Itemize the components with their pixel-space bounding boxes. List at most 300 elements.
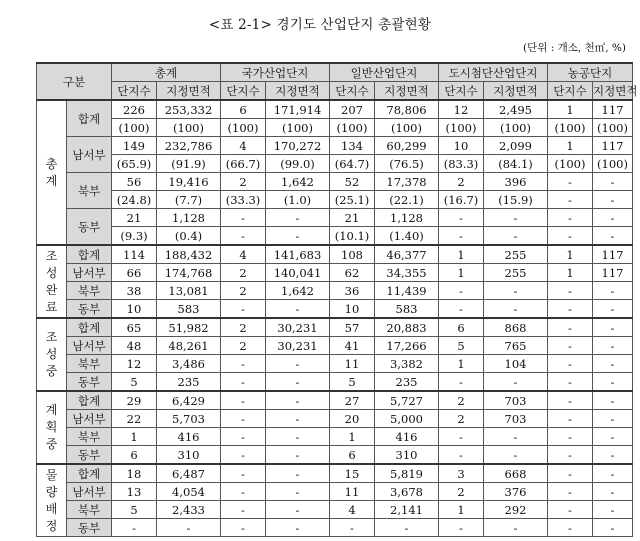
value-cell: 1,642	[266, 282, 330, 300]
region-cell: 북부	[67, 282, 112, 300]
percent-cell: -	[221, 227, 266, 246]
value-cell: -	[593, 410, 633, 428]
header-sub-count: 단지수	[330, 82, 375, 101]
value-cell: -	[593, 483, 633, 501]
value-cell: -	[548, 428, 593, 446]
value-cell: -	[221, 300, 266, 319]
value-cell: 703	[484, 391, 548, 410]
value-cell: 48	[112, 337, 157, 355]
value-cell: 12	[112, 355, 157, 373]
value-cell: 1	[548, 264, 593, 282]
value-cell: 1	[548, 137, 593, 155]
section-label	[37, 464, 67, 537]
percent-cell: (9.3)	[112, 227, 157, 246]
value-cell: 2	[221, 264, 266, 282]
value-cell: -	[221, 355, 266, 373]
value-cell: 4,054	[157, 483, 221, 501]
table-row	[37, 100, 633, 119]
value-cell: -	[548, 410, 593, 428]
section-label-char: 총	[45, 156, 58, 171]
value-cell: 170,272	[266, 137, 330, 155]
value-cell: -	[266, 410, 330, 428]
section-label	[37, 245, 67, 318]
value-cell: -	[266, 391, 330, 410]
table-row	[37, 209, 633, 227]
region-cell: 북부	[67, 173, 112, 209]
value-cell: 5	[112, 501, 157, 519]
value-cell: 1	[112, 428, 157, 446]
value-cell: -	[266, 446, 330, 465]
percent-cell: (0.4)	[157, 227, 221, 246]
value-cell: 232,786	[157, 137, 221, 155]
value-cell: 2,433	[157, 501, 221, 519]
table-title: <표 2-1> 경기도 산업단지 총괄현황	[208, 17, 432, 33]
value-cell: -	[548, 501, 593, 519]
percent-cell: (1.40)	[375, 227, 439, 246]
value-cell: -	[593, 464, 633, 483]
value-cell: 114	[112, 245, 157, 264]
value-cell: 10	[439, 137, 484, 155]
header-sub-area: 지정면적	[484, 82, 548, 101]
percent-cell: (100)	[484, 119, 548, 137]
value-cell: 207	[330, 100, 375, 119]
value-cell: 12	[439, 100, 484, 119]
region-cell: 합계	[67, 318, 112, 337]
value-cell: -	[221, 501, 266, 519]
table-row	[37, 373, 633, 392]
value-cell: 20,883	[375, 318, 439, 337]
value-cell: -	[221, 519, 266, 537]
value-cell: 66	[112, 264, 157, 282]
value-cell: -	[221, 446, 266, 465]
percent-cell: -	[266, 227, 330, 246]
percent-cell: -	[484, 227, 548, 246]
value-cell: 20	[330, 410, 375, 428]
percent-cell: (83.3)	[439, 155, 484, 173]
percent-cell: (99.0)	[266, 155, 330, 173]
value-cell: -	[266, 209, 330, 227]
region-cell: 합계	[67, 245, 112, 264]
value-cell: -	[439, 428, 484, 446]
percent-cell: (100)	[548, 119, 593, 137]
value-cell: -	[593, 300, 633, 319]
value-cell: -	[266, 501, 330, 519]
value-cell: 6	[330, 446, 375, 465]
value-cell: 3,486	[157, 355, 221, 373]
percent-cell: (100)	[330, 119, 375, 137]
header-sub-count: 단지수	[112, 82, 157, 101]
value-cell: -	[484, 519, 548, 537]
value-cell: -	[548, 391, 593, 410]
value-cell: -	[221, 410, 266, 428]
value-cell: 117	[593, 137, 633, 155]
value-cell: -	[221, 373, 266, 392]
value-cell: 1,128	[375, 209, 439, 227]
value-cell: -	[439, 519, 484, 537]
section-label-char: 정	[45, 518, 58, 533]
region-cell: 동부	[67, 446, 112, 465]
table-row	[37, 173, 633, 191]
value-cell: 19,416	[157, 173, 221, 191]
value-cell: 21	[330, 209, 375, 227]
value-cell: 5,000	[375, 410, 439, 428]
value-cell: 6	[221, 100, 266, 119]
region-cell: 남서부	[67, 337, 112, 355]
percent-cell: (22.1)	[375, 191, 439, 209]
section-label-char: 중	[45, 364, 58, 378]
value-cell: 3	[439, 464, 484, 483]
value-cell: -	[593, 519, 633, 537]
table-row	[37, 446, 633, 465]
value-cell: 15	[330, 464, 375, 483]
value-cell: 703	[484, 410, 548, 428]
table-row	[37, 410, 633, 428]
value-cell: 2	[439, 173, 484, 191]
value-cell: 1	[439, 245, 484, 264]
value-cell: 5,703	[157, 410, 221, 428]
percent-cell: (100)	[375, 119, 439, 137]
value-cell: 10	[112, 300, 157, 319]
percent-cell: (100)	[593, 119, 633, 137]
value-cell: -	[548, 209, 593, 227]
header-sub-area: 지정면적	[157, 82, 221, 101]
value-cell: 1	[439, 264, 484, 282]
value-cell: 765	[484, 337, 548, 355]
value-cell: 416	[157, 428, 221, 446]
value-cell: 255	[484, 264, 548, 282]
table-row	[37, 282, 633, 300]
value-cell: -	[548, 173, 593, 191]
table-row	[37, 337, 633, 355]
value-cell: -	[593, 446, 633, 465]
value-cell: 2	[221, 173, 266, 191]
percent-cell: -	[593, 227, 633, 246]
region-cell: 남서부	[67, 410, 112, 428]
value-cell: -	[266, 483, 330, 501]
value-cell: 310	[157, 446, 221, 465]
section-label-char: 성	[45, 347, 58, 361]
table-row	[37, 318, 633, 337]
header-sub-count: 단지수	[439, 82, 484, 101]
value-cell: -	[593, 337, 633, 355]
value-cell: 41	[330, 337, 375, 355]
header-gubun: 구분	[37, 63, 112, 100]
value-cell: 396	[484, 173, 548, 191]
table-row	[37, 501, 633, 519]
value-cell: -	[221, 209, 266, 227]
region-cell: 북부	[67, 355, 112, 373]
value-cell: 5	[330, 373, 375, 392]
region-cell: 동부	[67, 209, 112, 246]
percent-cell: (16.7)	[439, 191, 484, 209]
value-cell: -	[439, 373, 484, 392]
value-cell: 1	[439, 501, 484, 519]
region-cell: 합계	[67, 391, 112, 410]
section-label	[37, 100, 67, 245]
value-cell: 36	[330, 282, 375, 300]
value-cell: -	[221, 428, 266, 446]
value-cell: -	[593, 428, 633, 446]
industrial-complex-table	[36, 62, 638, 537]
value-cell: 149	[112, 137, 157, 155]
value-cell: -	[484, 428, 548, 446]
value-cell: 4	[221, 137, 266, 155]
value-cell: -	[548, 373, 593, 392]
value-cell: 117	[593, 245, 633, 264]
value-cell: 21	[112, 209, 157, 227]
percent-cell: (25.1)	[330, 191, 375, 209]
value-cell: 4	[221, 245, 266, 264]
table-row	[37, 483, 633, 501]
section-label-char: 조	[45, 248, 58, 263]
value-cell: -	[548, 446, 593, 465]
value-cell: 4	[330, 501, 375, 519]
unit-note: (단위 : 개소, 천㎡, %)	[523, 42, 626, 54]
value-cell: 668	[484, 464, 548, 483]
percent-cell: -	[548, 227, 593, 246]
value-cell: -	[593, 391, 633, 410]
value-cell: -	[266, 428, 330, 446]
value-cell: 13	[112, 483, 157, 501]
percent-cell: (100)	[221, 119, 266, 137]
value-cell: 65	[112, 318, 157, 337]
table-row-percent	[37, 119, 633, 137]
region-cell: 동부	[67, 373, 112, 392]
value-cell: 5	[439, 337, 484, 355]
value-cell: -	[221, 483, 266, 501]
value-cell: 1	[548, 245, 593, 264]
value-cell: -	[157, 519, 221, 537]
section-label-char: 계	[45, 403, 58, 417]
value-cell: 6,487	[157, 464, 221, 483]
percent-cell: (66.7)	[221, 155, 266, 173]
value-cell: -	[593, 355, 633, 373]
table-row	[37, 355, 633, 373]
section-label-char: 획	[45, 420, 58, 434]
header-group-total: 총계	[112, 63, 221, 82]
region-cell: 남서부	[67, 264, 112, 282]
region-cell: 북부	[67, 501, 112, 519]
header-sub-count: 단지수	[221, 82, 266, 101]
value-cell: -	[439, 446, 484, 465]
percent-cell: (76.5)	[375, 155, 439, 173]
percent-cell: (1.0)	[266, 191, 330, 209]
value-cell: 6	[112, 446, 157, 465]
value-cell: 6,429	[157, 391, 221, 410]
value-cell: -	[112, 519, 157, 537]
value-cell: 2	[439, 410, 484, 428]
value-cell: 11,439	[375, 282, 439, 300]
percent-cell: (65.9)	[112, 155, 157, 173]
value-cell: 30,231	[266, 337, 330, 355]
section-label-char: 물	[45, 467, 58, 482]
value-cell: 310	[375, 446, 439, 465]
value-cell: 376	[484, 483, 548, 501]
value-cell: 171,914	[266, 100, 330, 119]
section-label-char: 계	[45, 173, 58, 188]
value-cell: -	[548, 318, 593, 337]
value-cell: 2	[221, 337, 266, 355]
value-cell: -	[266, 373, 330, 392]
section-label	[37, 391, 67, 464]
value-cell: 2,495	[484, 100, 548, 119]
value-cell: 2	[439, 391, 484, 410]
value-cell: 60,299	[375, 137, 439, 155]
section-label-char: 조	[45, 330, 58, 344]
percent-cell: -	[593, 191, 633, 209]
table-body	[37, 100, 633, 537]
value-cell: 235	[375, 373, 439, 392]
header-row-sub	[37, 82, 633, 101]
table-row-percent	[37, 155, 633, 173]
section-label-char: 량	[45, 484, 58, 499]
value-cell: 1,642	[266, 173, 330, 191]
percent-cell: (15.9)	[484, 191, 548, 209]
percent-cell: (100)	[112, 119, 157, 137]
table-row	[37, 245, 633, 264]
percent-cell: (100)	[157, 119, 221, 137]
value-cell: 17,266	[375, 337, 439, 355]
value-cell: -	[484, 446, 548, 465]
header-sub-area: 지정면적	[266, 82, 330, 101]
value-cell: -	[593, 282, 633, 300]
value-cell: 2	[221, 282, 266, 300]
percent-cell: (91.9)	[157, 155, 221, 173]
region-cell: 북부	[67, 428, 112, 446]
percent-cell: (10.1)	[330, 227, 375, 246]
value-cell: 140,041	[266, 264, 330, 282]
value-cell: 52	[330, 173, 375, 191]
value-cell: -	[593, 173, 633, 191]
region-cell: 남서부	[67, 137, 112, 173]
value-cell: 226	[112, 100, 157, 119]
header-group-general: 일반산업단지	[330, 63, 439, 82]
value-cell: 51,982	[157, 318, 221, 337]
section-label	[37, 318, 67, 391]
table-row	[37, 464, 633, 483]
value-cell: 583	[157, 300, 221, 319]
value-cell: -	[484, 300, 548, 319]
value-cell: 22	[112, 410, 157, 428]
header-group-agro-industrial: 농공단지	[548, 63, 633, 82]
table-row	[37, 519, 633, 537]
value-cell: 3,678	[375, 483, 439, 501]
percent-cell: -	[439, 227, 484, 246]
table-row-percent	[37, 191, 633, 209]
value-cell: 27	[330, 391, 375, 410]
percent-cell: (100)	[266, 119, 330, 137]
value-cell: -	[593, 318, 633, 337]
value-cell: -	[548, 519, 593, 537]
value-cell: 235	[157, 373, 221, 392]
value-cell: 62	[330, 264, 375, 282]
value-cell: 13,081	[157, 282, 221, 300]
table-row	[37, 391, 633, 410]
table-row	[37, 137, 633, 155]
percent-cell: (84.1)	[484, 155, 548, 173]
value-cell: 5,727	[375, 391, 439, 410]
value-cell: -	[330, 519, 375, 537]
value-cell: 117	[593, 264, 633, 282]
table-row-percent	[37, 227, 633, 246]
value-cell: 188,432	[157, 245, 221, 264]
value-cell: 56	[112, 173, 157, 191]
value-cell: -	[439, 209, 484, 227]
value-cell: 3,382	[375, 355, 439, 373]
value-cell: -	[221, 391, 266, 410]
value-cell: 141,683	[266, 245, 330, 264]
value-cell: 57	[330, 318, 375, 337]
value-cell: 174,768	[157, 264, 221, 282]
percent-cell: (100)	[439, 119, 484, 137]
value-cell: -	[266, 300, 330, 319]
value-cell: -	[266, 355, 330, 373]
value-cell: 108	[330, 245, 375, 264]
value-cell: 1	[548, 100, 593, 119]
value-cell: 6	[439, 318, 484, 337]
value-cell: 10	[330, 300, 375, 319]
value-cell: -	[221, 464, 266, 483]
value-cell: 1	[439, 355, 484, 373]
value-cell: 2	[221, 318, 266, 337]
value-cell: 46,377	[375, 245, 439, 264]
value-cell: 78,806	[375, 100, 439, 119]
table-row	[37, 264, 633, 282]
percent-cell: (100)	[593, 155, 633, 173]
value-cell: -	[548, 337, 593, 355]
percent-cell: -	[548, 191, 593, 209]
value-cell: -	[375, 519, 439, 537]
value-cell: -	[439, 300, 484, 319]
region-cell: 합계	[67, 464, 112, 483]
percent-cell: (7.7)	[157, 191, 221, 209]
section-label-char: 료	[45, 299, 58, 314]
value-cell: 416	[375, 428, 439, 446]
value-cell: -	[593, 209, 633, 227]
value-cell: -	[484, 373, 548, 392]
value-cell: 5,819	[375, 464, 439, 483]
value-cell: -	[266, 464, 330, 483]
header-row-groups	[37, 63, 633, 82]
header-sub-count: 단지수	[548, 82, 593, 101]
value-cell: -	[266, 519, 330, 537]
region-cell: 남서부	[67, 483, 112, 501]
percent-cell: (24.8)	[112, 191, 157, 209]
value-cell: -	[548, 300, 593, 319]
percent-cell: (33.3)	[221, 191, 266, 209]
value-cell: 11	[330, 355, 375, 373]
value-cell: -	[439, 282, 484, 300]
value-cell: 1,128	[157, 209, 221, 227]
value-cell: -	[484, 209, 548, 227]
value-cell: 134	[330, 137, 375, 155]
header-group-urban-hightech: 도시첨단산업단지	[439, 63, 548, 82]
value-cell: 11	[330, 483, 375, 501]
value-cell: 255	[484, 245, 548, 264]
value-cell: 5	[112, 373, 157, 392]
header-sub-area: 지정면적	[375, 82, 439, 101]
value-cell: 29	[112, 391, 157, 410]
value-cell: 34,355	[375, 264, 439, 282]
percent-cell: (64.7)	[330, 155, 375, 173]
value-cell: -	[548, 464, 593, 483]
value-cell: 38	[112, 282, 157, 300]
region-cell: 동부	[67, 300, 112, 319]
header-sub-area: 지정면적	[593, 82, 633, 101]
region-cell: 동부	[67, 519, 112, 537]
section-label-char: 완	[45, 282, 58, 297]
value-cell: 2,099	[484, 137, 548, 155]
